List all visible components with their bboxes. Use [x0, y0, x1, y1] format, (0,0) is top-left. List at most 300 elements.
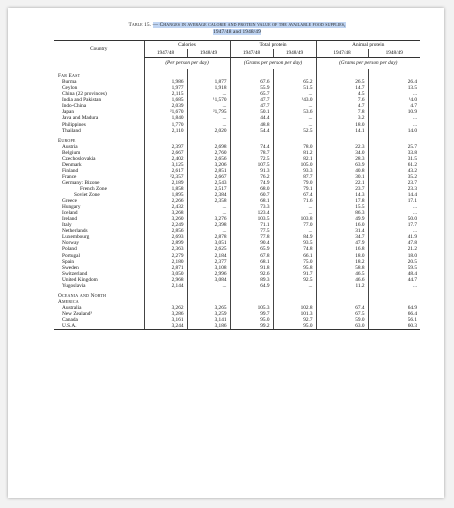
country-cell: Switzerland [62, 270, 88, 277]
value-cell: 2,617 [144, 168, 187, 174]
value-cell: 2,144 [144, 283, 187, 289]
blank-cell [230, 134, 273, 144]
value-cell: 64.9 [230, 283, 273, 289]
value-cell: ... [187, 210, 230, 216]
value-cell: 2,266 [144, 198, 187, 204]
value-cell: ²1,670 [144, 109, 187, 115]
blank-cell [144, 289, 187, 299]
value-cell: 26.4 [368, 79, 420, 85]
value-cell: ... [273, 228, 316, 234]
value-cell: 50.1 [230, 109, 273, 115]
value-cell: 4.5 [316, 91, 368, 97]
value-cell: 3,206 [187, 162, 230, 168]
value-cell: ¹4.0 [368, 97, 420, 103]
value-cell: 66.1 [273, 253, 316, 259]
value-cell: ... [273, 210, 316, 216]
value-cell: 68.0 [230, 186, 273, 192]
blank-cell [187, 69, 230, 79]
year-header: 1948/49 [273, 49, 316, 58]
value-cell: 103.5 [230, 216, 273, 222]
country-header: Country [54, 41, 144, 58]
country-cell: Austria [62, 143, 78, 150]
value-cell: 86.3 [316, 210, 368, 216]
value-cell: 91.3 [230, 168, 273, 174]
value-cell: 3,050 [144, 271, 187, 277]
value-cell: 101.3 [273, 311, 316, 317]
value-cell: ... [273, 115, 316, 121]
blank-cell [144, 69, 187, 79]
country-cell: Belgium [62, 149, 81, 156]
country-cell: China (22 provinces) [62, 91, 107, 98]
units-calories: (Per person per day) [144, 58, 230, 70]
value-cell: 2,760 [187, 150, 230, 156]
value-cell: 64.9 [368, 305, 420, 311]
value-cell: 103.8 [273, 216, 316, 222]
country-cell: Iceland [62, 210, 78, 217]
blank-cell [187, 289, 230, 299]
value-cell: 14.3 [316, 192, 368, 198]
value-cell: 1,858 [144, 186, 187, 192]
value-cell: 1,840 [144, 115, 187, 121]
value-cell: 65.9 [230, 246, 273, 252]
value-cell: 87.7 [273, 174, 316, 180]
blank-cell [273, 134, 316, 144]
header-row [54, 41, 420, 50]
value-cell: 13.5 [368, 85, 420, 91]
region-heading-row [54, 69, 420, 79]
value-cell: 82.1 [273, 156, 316, 162]
value-cell: 78.0 [273, 144, 316, 150]
country-cell: Netherlands [62, 228, 88, 235]
table-title-line1: — Changes in average calorie and protein value of the available food supplies, [152, 22, 346, 28]
country-cell: Norway [62, 240, 80, 247]
value-cell: 2,377 [187, 259, 230, 265]
value-cell: 2,115 [144, 91, 187, 97]
value-cell: 71.1 [230, 222, 273, 228]
value-cell: 2,968 [144, 277, 187, 283]
value-cell: 60.3 [368, 323, 420, 330]
country-cell: Java and Madura [62, 115, 99, 122]
table-body [54, 58, 420, 330]
value-cell: ... [187, 103, 230, 109]
blank-cell [316, 69, 368, 79]
document-page [8, 8, 444, 498]
value-cell: 7.6 [316, 97, 368, 103]
country-cell: Italy [62, 222, 72, 229]
value-cell: 60.7 [230, 192, 273, 198]
value-cell: 74.4 [230, 144, 273, 150]
value-cell: 47.7 [230, 97, 273, 103]
value-cell: 99.7 [230, 311, 273, 317]
value-cell: 35.2 [368, 174, 420, 180]
country-cell: Denmark [62, 161, 82, 168]
value-cell: ... [368, 283, 420, 289]
country-cell: Greece [62, 198, 77, 205]
value-cell: 31.5 [368, 156, 420, 162]
value-cell: 18.0 [316, 122, 368, 128]
value-cell: 2,397 [144, 144, 187, 150]
value-cell: 33.8 [368, 150, 420, 156]
blank-cell [273, 289, 316, 299]
value-cell: 2,667 [144, 150, 187, 156]
value-cell: 81.2 [273, 150, 316, 156]
value-cell: 1,685 [144, 97, 187, 103]
value-cell: 1,918 [187, 85, 230, 91]
value-cell: 31.4 [316, 228, 368, 234]
value-cell: 1,977 [144, 85, 187, 91]
value-cell: 18.0 [368, 253, 420, 259]
value-cell: 95.0 [230, 317, 273, 323]
value-cell: ... [273, 103, 316, 109]
value-cell: 2,398 [187, 222, 230, 228]
value-cell: 1,895 [144, 192, 187, 198]
country-cell: Philippines [62, 121, 86, 128]
value-cell: 78.7 [230, 150, 273, 156]
value-cell: 65.2 [273, 79, 316, 85]
blank-cell [368, 289, 420, 299]
value-cell: 77.5 [230, 228, 273, 234]
table-title-line2: 1947/48 and 1948/49 [213, 29, 261, 35]
value-cell: 11.2 [316, 283, 368, 289]
region-heading-row [54, 134, 420, 144]
value-cell: 2,184 [187, 253, 230, 259]
value-cell: 65.7 [230, 91, 273, 97]
value-cell: 95.0 [273, 323, 316, 330]
value-cell: 89.3 [230, 277, 273, 283]
value-cell: 123.4 [230, 210, 273, 216]
value-cell: 18.2 [316, 259, 368, 265]
value-cell: 3,260 [144, 216, 187, 222]
value-cell: 67.6 [230, 79, 273, 85]
value-cell: 91.7 [273, 271, 316, 277]
value-cell: ... [368, 210, 420, 216]
country-cell: Burma [62, 79, 77, 86]
value-cell: 46.6 [316, 277, 368, 283]
value-cell: 2,180 [144, 259, 187, 265]
value-cell: 77.8 [230, 234, 273, 240]
value-cell: 93.5 [273, 240, 316, 246]
value-cell: 41.9 [368, 234, 420, 240]
value-cell: 1,986 [144, 79, 187, 85]
value-cell: 25.7 [368, 144, 420, 150]
value-cell: 47.9 [316, 240, 368, 246]
value-cell: 22.1 [316, 180, 368, 186]
value-cell: 68.1 [230, 259, 273, 265]
value-cell: 30.1 [316, 174, 368, 180]
year-header: 1947/48 [230, 49, 273, 58]
food-supply-table [54, 40, 420, 330]
value-cell: 61.2 [368, 162, 420, 168]
value-cell: 48.8 [230, 122, 273, 128]
country-cell: Finland [62, 167, 79, 174]
value-cell: 92.5 [273, 277, 316, 283]
value-cell: 75.0 [273, 259, 316, 265]
value-cell: 2,698 [187, 144, 230, 150]
country-cell: Thailand [62, 127, 81, 134]
value-cell: 3,265 [187, 305, 230, 311]
value-cell: 14.4 [368, 192, 420, 198]
country-cell: Indo-China [62, 103, 87, 110]
value-cell: ... [273, 204, 316, 210]
table-number: Table 15. [128, 22, 152, 28]
value-cell: 2,871 [144, 265, 187, 271]
value-cell: 3,108 [187, 265, 230, 271]
country-cell: New Zealand³ [62, 310, 92, 317]
value-cell: 67.4 [316, 305, 368, 311]
value-cell: 2,358 [187, 198, 230, 204]
region-heading: Europe [58, 137, 76, 144]
total-protein-header: Total protein [230, 41, 316, 50]
country-cell: Germany: Bizone [62, 179, 100, 186]
value-cell: 93.3 [273, 168, 316, 174]
year-header: 1947/48 [316, 49, 368, 58]
country-cell: Ceylon [62, 85, 78, 92]
value-cell: ²2,357 [144, 174, 187, 180]
value-cell: ... [368, 228, 420, 234]
blank-cell [368, 69, 420, 79]
year-header: 1948/49 [187, 49, 230, 58]
country-cell: India and Pakistan [62, 97, 102, 104]
value-cell: 3,259 [187, 311, 230, 317]
country-cell: Hungary [62, 204, 81, 211]
value-cell: 92.7 [273, 317, 316, 323]
value-cell: 1,770 [144, 122, 187, 128]
value-cell: 67.5 [316, 311, 368, 317]
value-cell: 14.7 [316, 85, 368, 91]
value-cell: ... [273, 122, 316, 128]
value-cell: 68.1 [230, 198, 273, 204]
value-cell: 4.7 [316, 103, 368, 109]
value-cell: 3,268 [144, 210, 187, 216]
value-cell: 59.5 [368, 265, 420, 271]
value-cell: 26.5 [316, 79, 368, 85]
country-cell: Australia [62, 304, 82, 311]
value-cell: 2,693 [144, 234, 187, 240]
value-cell: ... [273, 91, 316, 97]
value-cell: 107.5 [230, 162, 273, 168]
value-cell: 74.9 [230, 180, 273, 186]
value-cell: 3,051 [187, 240, 230, 246]
value-cell: 3,262 [144, 305, 187, 311]
value-cell: 105.3 [230, 305, 273, 311]
value-cell: 46.5 [316, 271, 368, 277]
value-cell: 23.3 [368, 186, 420, 192]
country-cell: France [62, 173, 77, 180]
animal-protein-header: Animal protein [316, 41, 420, 50]
value-cell: 7.8 [316, 109, 368, 115]
value-cell: 63.9 [316, 162, 368, 168]
value-cell: 54.4 [230, 128, 273, 134]
country-cell: Spain [62, 258, 75, 265]
region-heading-row [54, 289, 420, 299]
value-cell: 2,110 [144, 128, 187, 134]
value-cell: 10.9 [368, 109, 420, 115]
value-cell: ... [187, 283, 230, 289]
value-cell: 79.0 [273, 180, 316, 186]
value-cell: 17.7 [368, 222, 420, 228]
value-cell: 2,656 [187, 156, 230, 162]
value-cell: ... [187, 122, 230, 128]
value-cell: 44.4 [230, 115, 273, 121]
value-cell: 59.0 [316, 317, 368, 323]
value-cell: 22.3 [316, 144, 368, 150]
value-cell: 28.3 [316, 156, 368, 162]
value-cell: 3,161 [144, 317, 187, 323]
country-cell: U.S.A. [54, 323, 144, 330]
value-cell: ... [187, 115, 230, 121]
country-cell: Sweden [62, 264, 79, 271]
country-cell: Ireland [62, 216, 77, 223]
value-cell: 15.5 [316, 204, 368, 210]
country-cell: Soviet Zone [74, 192, 100, 199]
value-cell: 73.3 [230, 204, 273, 210]
value-cell: 2,996 [187, 271, 230, 277]
units-protein: (Grams per person per day) [230, 58, 316, 70]
value-cell: 92.6 [230, 271, 273, 277]
value-cell: ²1,795 [187, 109, 230, 115]
value-cell: 3,125 [144, 162, 187, 168]
country-cell: French Zone [80, 185, 107, 192]
value-cell: 48.4 [368, 271, 420, 277]
value-cell: 55.9 [230, 85, 273, 91]
value-cell: 3,084 [187, 277, 230, 283]
region-heading: Oceania and North [58, 292, 107, 299]
value-cell: 77.0 [273, 222, 316, 228]
value-cell: 67.4 [273, 192, 316, 198]
value-cell: 3,276 [187, 216, 230, 222]
value-cell: 79.1 [273, 186, 316, 192]
value-cell: 18.0 [316, 253, 368, 259]
value-cell: 67.8 [230, 253, 273, 259]
value-cell: ... [273, 283, 316, 289]
value-cell: 4.7 [368, 103, 420, 109]
units-blank [54, 58, 144, 70]
value-cell: ... [368, 204, 420, 210]
region-heading: Far East [58, 73, 81, 80]
value-cell: 2,625 [187, 246, 230, 252]
value-cell: ... [187, 91, 230, 97]
year-header: 1947/48 [144, 49, 187, 58]
value-cell: ... [368, 122, 420, 128]
value-cell: 3,244 [144, 323, 187, 330]
units-animal: (Grams per person per day) [316, 58, 420, 70]
country-cell: Poland [62, 246, 77, 253]
value-cell: 34.7 [316, 234, 368, 240]
value-cell: 71.6 [273, 198, 316, 204]
value-cell: 2,543 [187, 180, 230, 186]
value-cell: 66.4 [368, 311, 420, 317]
value-cell: 90.4 [230, 240, 273, 246]
value-cell: 95.8 [273, 265, 316, 271]
value-cell: ... [187, 228, 230, 234]
country-cell: Japan [62, 109, 75, 116]
value-cell: 102.8 [273, 305, 316, 311]
value-cell: 2,020 [187, 128, 230, 134]
blank-cell [273, 69, 316, 79]
units-row [54, 58, 420, 70]
value-cell: 2,402 [144, 156, 187, 162]
blank-cell [316, 134, 368, 144]
value-cell: ¹1,570 [187, 97, 230, 103]
value-cell: 2,279 [144, 253, 187, 259]
value-cell: 91.8 [230, 265, 273, 271]
blank-cell [230, 289, 273, 299]
value-cell: 44.7 [368, 277, 420, 283]
value-cell: 53.6 [273, 109, 316, 115]
value-cell: 21.2 [368, 246, 420, 252]
value-cell: 3.2 [316, 115, 368, 121]
value-cell: 40.8 [316, 168, 368, 174]
value-cell: 52.5 [273, 128, 316, 134]
value-cell: 23.7 [368, 180, 420, 186]
blank-cell [187, 134, 230, 144]
value-cell: 63.0 [316, 323, 368, 330]
value-cell: 49.9 [316, 216, 368, 222]
value-cell: 2,856 [144, 228, 187, 234]
value-cell: 51.5 [273, 85, 316, 91]
country-cell: Luxembourg [62, 234, 90, 241]
value-cell: 99.2 [230, 323, 273, 330]
value-cell: ... [368, 115, 420, 121]
value-cell: 47.7 [230, 103, 273, 109]
value-cell: 16.0 [316, 222, 368, 228]
value-cell: 3,286 [144, 311, 187, 317]
value-cell: 76.2 [230, 174, 273, 180]
value-cell: 3,186 [187, 323, 230, 330]
value-cell: 84.9 [273, 234, 316, 240]
value-cell: 20.5 [368, 259, 420, 265]
value-cell: 2,249 [144, 222, 187, 228]
value-cell: 2,384 [187, 192, 230, 198]
value-cell: 2,432 [144, 204, 187, 210]
value-cell: 2,039 [144, 103, 187, 109]
value-cell: 72.5 [230, 156, 273, 162]
year-header: 1948/49 [368, 49, 420, 58]
blank-cell [316, 289, 368, 299]
value-cell: 14.0 [368, 128, 420, 134]
value-cell: 105.0 [273, 162, 316, 168]
value-cell: ... [187, 204, 230, 210]
value-cell: 14.1 [316, 128, 368, 134]
value-cell: ¹43.0 [273, 97, 316, 103]
value-cell: 2,667 [187, 174, 230, 180]
value-cell: 47.8 [368, 240, 420, 246]
value-cell: ... [368, 91, 420, 97]
value-cell: 23.7 [316, 186, 368, 192]
calories-header: Calories [144, 41, 230, 50]
value-cell: 2,878 [187, 234, 230, 240]
region-heading: America [58, 298, 79, 305]
country-cell: Canada [62, 316, 78, 323]
blank-cell [368, 134, 420, 144]
table-row [54, 323, 420, 330]
country-cell: Czechoslovakia [62, 155, 96, 162]
value-cell: 2,517 [187, 186, 230, 192]
country-cell: United Kingdom [62, 276, 98, 283]
value-cell: 2,363 [144, 246, 187, 252]
value-cell: 1,877 [187, 79, 230, 85]
value-cell: 50.0 [368, 216, 420, 222]
value-cell: 56.1 [368, 317, 420, 323]
value-cell: 2,899 [144, 240, 187, 246]
country-cell: Portugal [62, 252, 80, 259]
value-cell: 34.0 [316, 150, 368, 156]
value-cell: 3,141 [187, 317, 230, 323]
value-cell: 43.2 [368, 168, 420, 174]
value-cell: 58.8 [316, 265, 368, 271]
country-cell: Yugoslavia [62, 282, 86, 289]
blank-cell [230, 69, 273, 79]
